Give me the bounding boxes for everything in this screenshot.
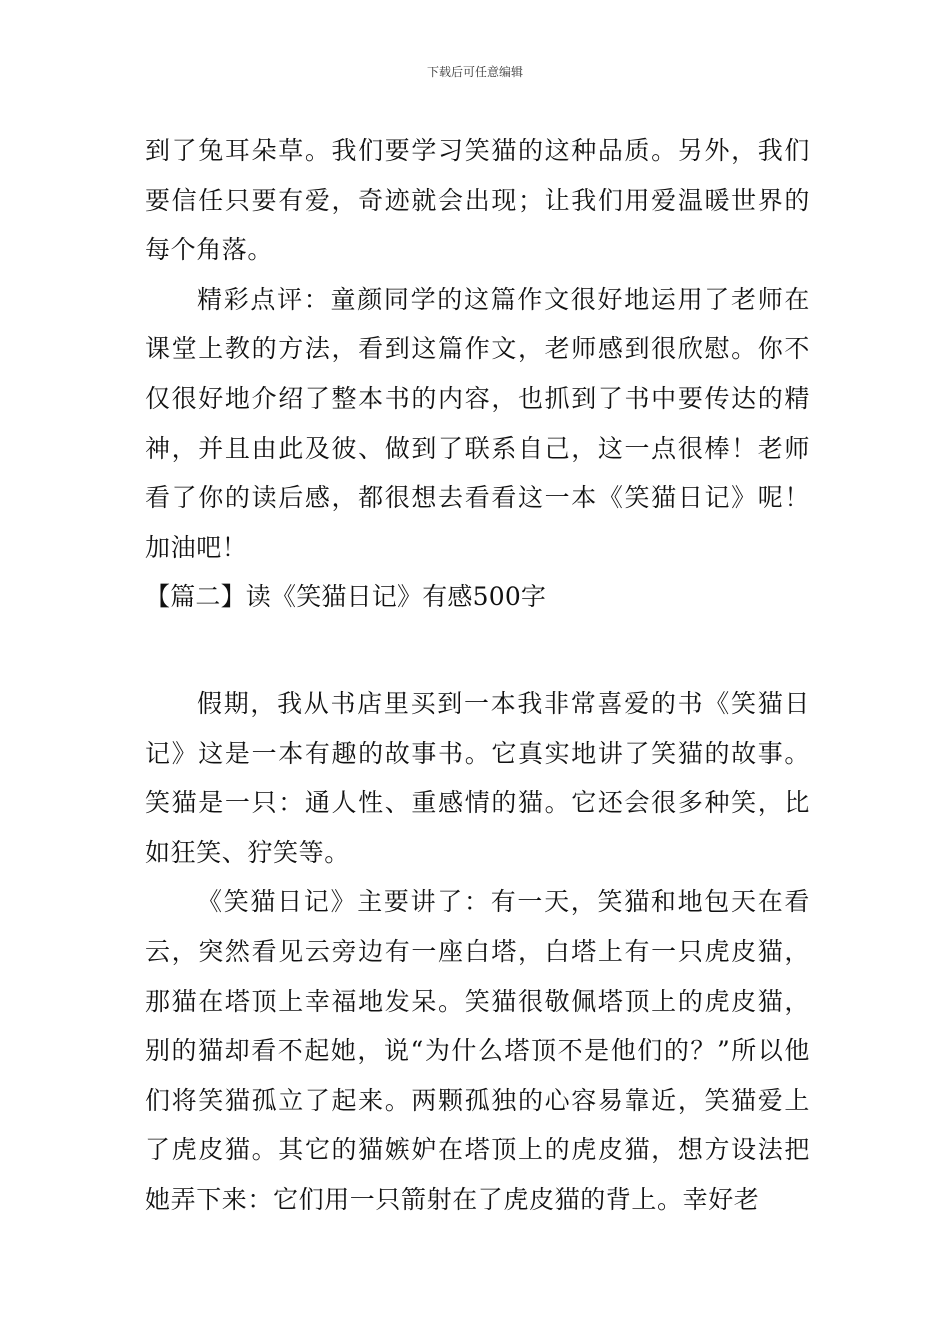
paragraph-story: 《笑猫日记》主要讲了：有一天，笑猫和地包天在看云，突然看见云旁边有一座白塔，白塔上有一只虎皮猫，那猫在塔顶上幸福地发呆。笑猫很敬佩塔顶上的虎皮猫，别的猫却看不起她，说“为什么塔顶不是他们的？”所以他们将笑猫孤立了起来。两颗孤独的心容易靠近，笑猫爱上了虎皮猫。其它的猫嫉妒在塔顶上的虎皮猫，想方设法把她弄下来：它们用一只箭射在了虎皮猫的背上。幸好老 <box>145 887 810 1214</box>
paragraph-continuation: 到了兔耳朵草。我们要学习笑猫的这种品质。另外，我们要信任只要有爱，奇迹就会出现；让我们用爱温暖世界的每个角落。 <box>145 136 810 265</box>
page-header: 下载后可任意编辑 <box>426 65 523 79</box>
document-body <box>145 126 810 1224</box>
section-heading: 【篇二】读《笑猫日记》有感500字 <box>145 582 547 612</box>
paragraph-teacher-comment: 精彩点评：童颜同学的这篇作文很好地运用了老师在课堂上教的方法，看到这篇作文，老师感到很欣慰。你不仅很好地介绍了整本书的内容，也抓到了书中要传达的精神，并且由此及彼、做到了联系自己，这一点很棒！老师看了你的读后感，都很想去看看这一本《笑猫日记》呢！加油吧！ <box>145 284 810 562</box>
blank-line <box>145 622 810 679</box>
paragraph-intro: 假期，我从书店里买到一本我非常喜爱的书《笑猫日记》这是一本有趣的故事书。它真实地讲了笑猫的故事。笑猫是一只：通人性、重感情的猫。它还会很多种笑，比如狂笑、狞笑等。 <box>145 688 810 867</box>
